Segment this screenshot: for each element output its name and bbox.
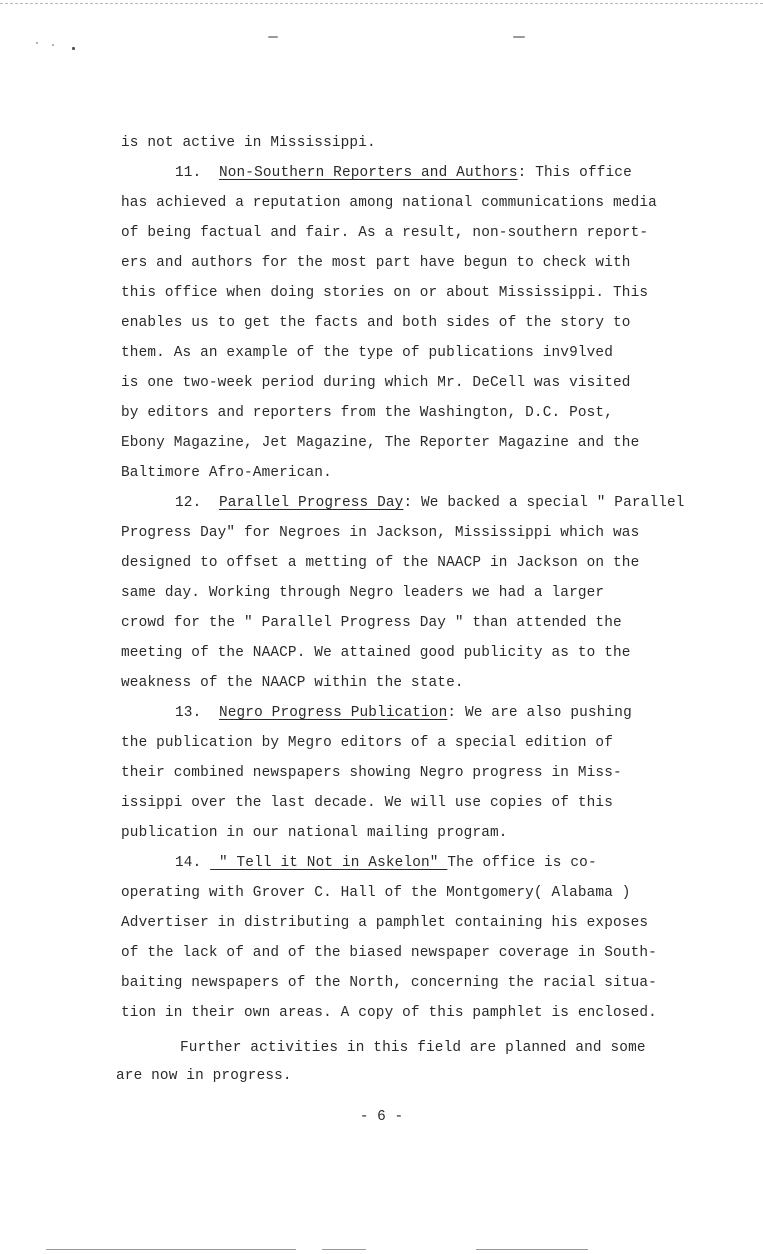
section-heading-continuation: : We backed a special " Parallel xyxy=(403,495,685,511)
text-line: Advertiser in distributing a pamphlet containing his exposes xyxy=(121,915,649,931)
section-number: 11. xyxy=(175,165,202,181)
bottom-edge-rule xyxy=(322,1249,366,1250)
text-line: operating with Grover C. Hall of the Montgomery( Alabama ) xyxy=(121,885,631,901)
text-line: by editors and reporters from the Washington, D.C. Post, xyxy=(121,405,614,421)
text-line: tion in their own areas. A copy of this pamphlet is enclosed. xyxy=(121,1005,657,1021)
text-line: publication in our national mailing program. xyxy=(121,825,508,841)
text-line: meeting of the NAACP. We attained good publicity as to the xyxy=(121,645,631,661)
text-line: Baltimore Afro-American. xyxy=(121,465,332,481)
scan-speck xyxy=(72,47,75,50)
top-edge-rule xyxy=(0,3,763,4)
text-line: is not active in Mississippi. xyxy=(121,135,376,151)
section-heading: Negro Progress Publication xyxy=(218,705,448,721)
text-line: this office when doing stories on or about Mississippi. This xyxy=(121,285,649,301)
section-12-heading-line xyxy=(121,488,751,518)
section-heading: " Tell it Not in Askelon" xyxy=(210,855,448,871)
scan-speck xyxy=(36,42,38,44)
section-13-heading-line xyxy=(121,698,751,728)
text-line: ers and authors for the most part have begun to check with xyxy=(121,255,631,271)
text-line: enables us to get the facts and both sides of the story to xyxy=(121,315,631,331)
text-line: baiting newspapers of the North, concerning the racial situa- xyxy=(121,975,657,991)
bottom-edge-rule xyxy=(46,1249,296,1250)
section-heading-continuation: : We are also pushing xyxy=(447,705,632,721)
section-heading-continuation: : This office xyxy=(517,165,632,181)
page-number: - 6 - xyxy=(359,1109,404,1125)
section-number: 13. xyxy=(175,705,202,721)
text-line: Ebony Magazine, Jet Magazine, The Reporter Magazine and the xyxy=(121,435,640,451)
section-number: 12. xyxy=(175,495,202,511)
section-heading: Non-Southern Reporters and Authors xyxy=(218,165,518,181)
text-line: the publication by Megro editors of a special edition of xyxy=(121,735,614,751)
scan-speck xyxy=(268,36,278,38)
text-line: of being factual and fair. As a result, non-southern report- xyxy=(121,225,649,241)
text-line: same day. Working through Negro leaders we had a larger xyxy=(121,585,605,601)
document-body xyxy=(116,128,751,1090)
scan-speck xyxy=(52,44,54,46)
section-14-heading-line xyxy=(121,848,751,878)
text-line: of the lack of and of the biased newspaper coverage in South- xyxy=(121,945,657,961)
section-number: 14. xyxy=(175,855,202,871)
section-11-heading-line xyxy=(121,158,751,188)
bottom-edge-rule xyxy=(476,1249,588,1250)
text-line: them. As an example of the type of publications inv9lved xyxy=(121,345,614,361)
section-heading-continuation: The office is co- xyxy=(447,855,597,871)
text-line: their combined newspapers showing Negro progress in Miss- xyxy=(121,765,622,781)
text-line: issippi over the last decade. We will use copies of this xyxy=(121,795,614,811)
text-line: crowd for the " Parallel Progress Day " than attended the xyxy=(121,615,622,631)
text-line: weakness of the NAACP within the state. xyxy=(121,675,464,691)
text-line: is one two-week period during which Mr. DeCell was visited xyxy=(121,375,631,391)
text-line: designed to offset a metting of the NAACP in Jackson on the xyxy=(121,555,640,571)
closing-line: Further activities in this field are planned and some xyxy=(180,1040,646,1056)
text-line: Progress Day" for Negroes in Jackson, Mississippi which was xyxy=(121,525,640,541)
closing-line: are now in progress. xyxy=(116,1068,292,1084)
section-heading: Parallel Progress Day xyxy=(218,495,404,511)
scan-speck xyxy=(513,36,525,38)
text-line: has achieved a reputation among national communications media xyxy=(121,195,657,211)
